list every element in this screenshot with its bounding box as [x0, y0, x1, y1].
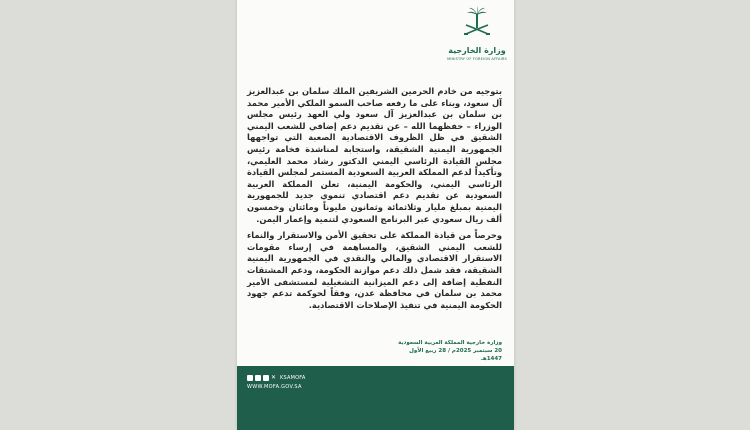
linkedin-icon[interactable] [263, 375, 269, 381]
statement-body [247, 86, 502, 311]
ministry-name-arabic: وزارة الخارجية [448, 46, 506, 55]
youtube-icon[interactable] [247, 375, 253, 381]
instagram-icon[interactable] [255, 375, 261, 381]
footer-bar [237, 366, 514, 430]
statement-paragraph-1: بتوجيه من خادم الحرمين الشريفين الملك سلمان بن عبدالعزيز آل سعود، وبناء على ما رفعه صاحب السمو الملكي الأمير محمد بن سلمان بن عبدالعزيز آل سعود ولي العهد رئيس مجلس الوزراء – حفظهما الله – عن تقديم دعم إضافي للشعب اليمني الشقيق في ظل الظروف الاقتصادية الصعبة التي تواجهها الجمهورية اليمنية الشقيقة، واستجابة لمناشدة فخامة رئيس مجلس القيادة الرئاسي اليمني الدكتور رشاد محمد العليمي، وتأكيداً لدعم المملكة العربية السعودية المستمر لمجلس القيادة الرئاسي اليمني، والحكومة اليمنية، تعلن المملكة العربية السعودية عن تقديم دعم اقتصادي تنموي جديد للجمهورية اليمنية بمبلغ مليار وثلاثمائة وثمانون مليوناً ومائتان وخمسون ألف ريال سعودي عبر البرنامج السعودي لتنمية وإعمار اليمن. [247, 86, 502, 224]
ministry-name-english: MINISTRY OF FOREIGN AFFAIRS [447, 57, 507, 61]
social-links [247, 374, 305, 381]
signature-block [387, 339, 502, 363]
statement-paragraph-2: وحرصاً من قيادة المملكة على تحقيق الأمن والاستقرار والنماء للشعب اليمني الشقيق، والمساهمة في إرساء مقومات الاستقرار الاقتصادي والمالي والنقدي في الجمهورية اليمنية الشقيقة، فقد شمل ذلك دعم موازنة الحكومة، ودعم المشتقات النفطية إضافة إلى دعم الميزانية التشغيلية لمستشفى الأمير محمد بن سلمان في محافظة عدن، وفقاً لحوكمة تدعم جهود الحكومة اليمنية في تنفيذ الإصلاحات الاقتصادية. [247, 230, 502, 310]
website-link[interactable]: WWW.MOFA.GOV.SA [247, 384, 302, 390]
signature-issuer: وزارة خارجية المملكة العربية السعودية [398, 340, 502, 346]
statement-page [237, 0, 514, 430]
signature-date: 20 سبتمبر 2025م / 28 ربيع الأول 1447هـ [409, 348, 502, 362]
x-icon[interactable]: ✕ [271, 374, 277, 381]
palm-swords-emblem-icon [461, 6, 493, 38]
ministry-logo [445, 6, 509, 68]
social-handle[interactable]: KSAMOFA [280, 374, 306, 381]
